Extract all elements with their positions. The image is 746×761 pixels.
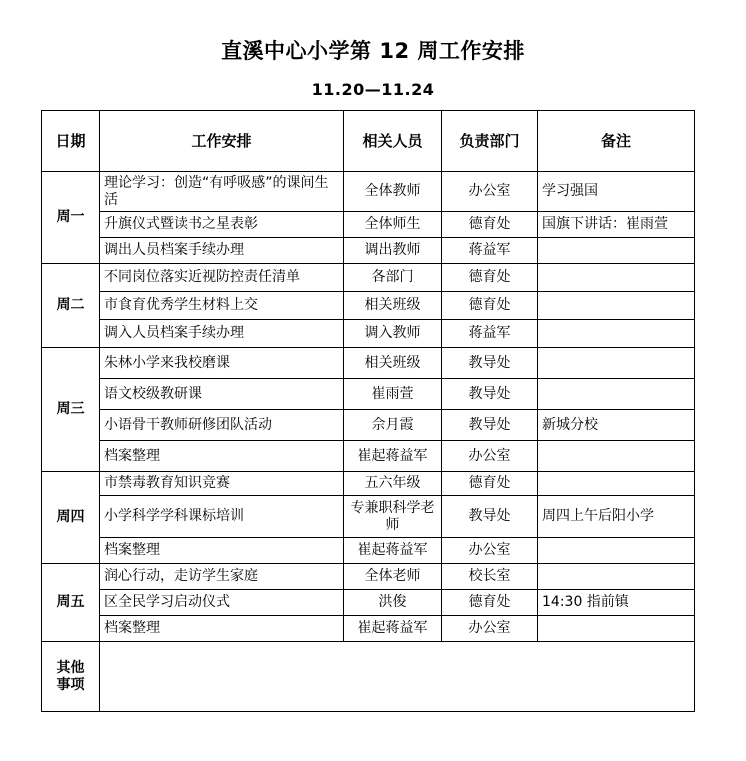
note-cell bbox=[538, 264, 695, 292]
task-cell: 润心行动，走访学生家庭 bbox=[100, 564, 344, 590]
note-cell bbox=[538, 292, 695, 320]
task-cell: 调出人员档案手续办理 bbox=[100, 238, 344, 264]
note-cell: 14:30 指前镇 bbox=[538, 590, 695, 616]
people-cell: 崔起蒋益军 bbox=[344, 441, 442, 472]
table-row bbox=[42, 348, 695, 379]
table-row bbox=[42, 172, 695, 212]
people-cell: 全体老师 bbox=[344, 564, 442, 590]
day-cell-fri: 周五 bbox=[42, 564, 100, 642]
task-cell: 调入人员档案手续办理 bbox=[100, 320, 344, 348]
note-cell: 周四上午后阳小学 bbox=[538, 496, 695, 538]
dept-cell: 办公室 bbox=[442, 538, 538, 564]
people-cell: 相关班级 bbox=[344, 292, 442, 320]
page-title: 直溪中心小学第 12 周工作安排 bbox=[221, 39, 525, 63]
day-cell-wed: 周三 bbox=[42, 348, 100, 472]
people-cell: 调出教师 bbox=[344, 238, 442, 264]
dept-cell: 校长室 bbox=[442, 564, 538, 590]
task-cell: 升旗仪式暨读书之星表彰 bbox=[100, 212, 344, 238]
people-cell: 崔雨萱 bbox=[344, 379, 442, 410]
table-row bbox=[42, 441, 695, 472]
other-row bbox=[42, 642, 695, 712]
note-cell: 国旗下讲话：崔雨萱 bbox=[538, 212, 695, 238]
dept-cell: 德育处 bbox=[442, 472, 538, 496]
task-cell: 小语骨干教师研修团队活动 bbox=[100, 410, 344, 441]
note-cell bbox=[538, 348, 695, 379]
note-cell bbox=[538, 379, 695, 410]
people-cell: 五六年级 bbox=[344, 472, 442, 496]
table-row bbox=[42, 564, 695, 590]
header-people: 相关人员 bbox=[344, 111, 442, 172]
day-cell-thu: 周四 bbox=[42, 472, 100, 564]
task-cell: 朱林小学来我校磨课 bbox=[100, 348, 344, 379]
people-cell: 各部门 bbox=[344, 264, 442, 292]
people-cell: 调入教师 bbox=[344, 320, 442, 348]
dept-cell: 德育处 bbox=[442, 212, 538, 238]
table-row bbox=[42, 320, 695, 348]
note-cell bbox=[538, 441, 695, 472]
task-cell: 区全民学习启动仪式 bbox=[100, 590, 344, 616]
note-cell: 新城分校 bbox=[538, 410, 695, 441]
people-cell: 崔起蒋益军 bbox=[344, 616, 442, 642]
other-label-cell bbox=[42, 642, 100, 712]
dept-cell: 办公室 bbox=[442, 172, 538, 212]
dept-cell: 蒋益军 bbox=[442, 238, 538, 264]
other-label-line1: 其他 bbox=[56, 659, 85, 676]
table-row bbox=[42, 496, 695, 538]
table-row bbox=[42, 212, 695, 238]
day-cell-tue: 周二 bbox=[42, 264, 100, 348]
note-cell: 学习强国 bbox=[538, 172, 695, 212]
dept-cell: 德育处 bbox=[442, 590, 538, 616]
people-cell: 全体师生 bbox=[344, 212, 442, 238]
schedule-table bbox=[41, 110, 695, 712]
day-cell-mon: 周一 bbox=[42, 172, 100, 264]
dept-cell: 办公室 bbox=[442, 441, 538, 472]
table-row bbox=[42, 590, 695, 616]
note-cell bbox=[538, 616, 695, 642]
people-cell: 佘月霞 bbox=[344, 410, 442, 441]
dept-cell: 德育处 bbox=[442, 264, 538, 292]
task-cell: 市禁毒教育知识竞赛 bbox=[100, 472, 344, 496]
header-date: 日期 bbox=[42, 111, 100, 172]
task-cell: 市食育优秀学生材料上交 bbox=[100, 292, 344, 320]
task-cell: 理论学习：创造“有呼吸感”的课间生活 bbox=[100, 172, 344, 212]
task-cell: 档案整理 bbox=[100, 616, 344, 642]
other-content-cell bbox=[100, 642, 695, 712]
other-label-line2: 事项 bbox=[56, 676, 85, 693]
people-cell: 崔起蒋益军 bbox=[344, 538, 442, 564]
task-cell: 档案整理 bbox=[100, 441, 344, 472]
people-cell: 专兼职科学老师 bbox=[344, 496, 442, 538]
table-row bbox=[42, 292, 695, 320]
dept-cell: 德育处 bbox=[442, 292, 538, 320]
table-row bbox=[42, 379, 695, 410]
dept-cell: 蒋益军 bbox=[442, 320, 538, 348]
table-row bbox=[42, 410, 695, 441]
header-row bbox=[42, 111, 695, 172]
dept-cell: 教导处 bbox=[442, 348, 538, 379]
dept-cell: 教导处 bbox=[442, 379, 538, 410]
table-row bbox=[42, 616, 695, 642]
table-row bbox=[42, 472, 695, 496]
table-row bbox=[42, 238, 695, 264]
note-cell bbox=[538, 238, 695, 264]
table-row bbox=[42, 264, 695, 292]
people-cell: 洪俊 bbox=[344, 590, 442, 616]
dept-cell: 办公室 bbox=[442, 616, 538, 642]
note-cell bbox=[538, 472, 695, 496]
header-dept: 负责部门 bbox=[442, 111, 538, 172]
dept-cell: 教导处 bbox=[442, 410, 538, 441]
date-range: 11.20—11.24 bbox=[311, 80, 435, 99]
header-note: 备注 bbox=[538, 111, 695, 172]
task-cell: 不同岗位落实近视防控责任清单 bbox=[100, 264, 344, 292]
note-cell bbox=[538, 538, 695, 564]
task-cell: 语文校级教研课 bbox=[100, 379, 344, 410]
people-cell: 全体教师 bbox=[344, 172, 442, 212]
task-cell: 档案整理 bbox=[100, 538, 344, 564]
note-cell bbox=[538, 564, 695, 590]
header-task: 工作安排 bbox=[100, 111, 344, 172]
table-row bbox=[42, 538, 695, 564]
note-cell bbox=[538, 320, 695, 348]
people-cell: 相关班级 bbox=[344, 348, 442, 379]
task-cell: 小学科学学科课标培训 bbox=[100, 496, 344, 538]
dept-cell: 教导处 bbox=[442, 496, 538, 538]
